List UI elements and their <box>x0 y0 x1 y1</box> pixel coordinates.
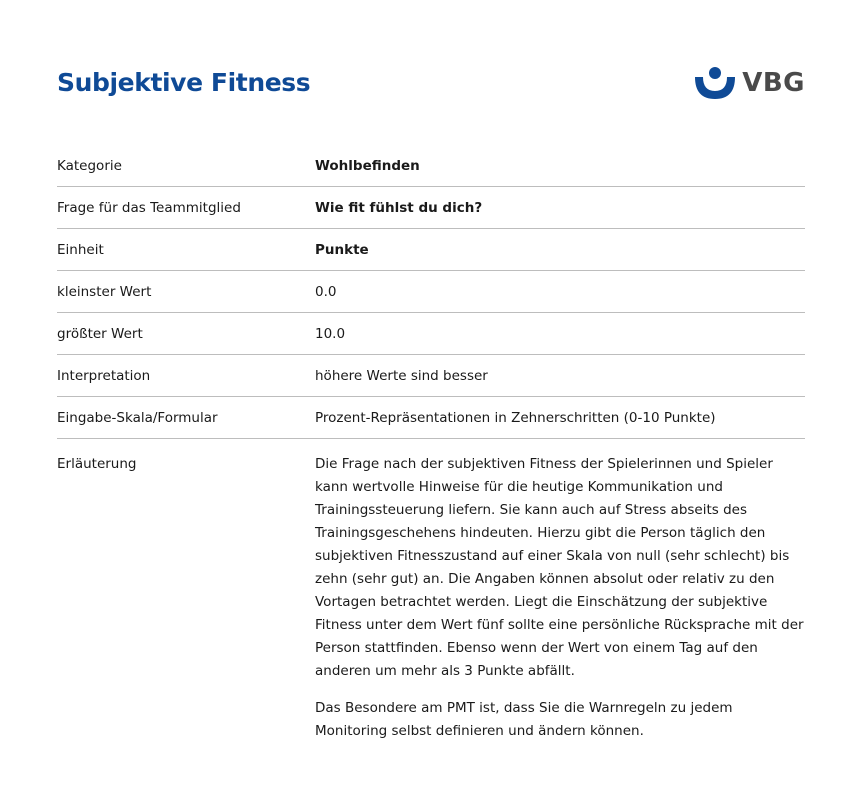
table-row <box>57 229 805 271</box>
table-row <box>57 355 805 397</box>
row-value: höhere Werte sind besser <box>315 367 488 384</box>
explanation-paragraph: Die Frage nach der subjektiven Fitness der Spielerinnen und Spieler kann wertvolle Hinweise für die heutige Kommunikation und Trainingssteuerung liefern. Sie kann auch auf Stress abseits des Trainingsgeschehens hindeuten. Hierzu gibt die Person täglich den subjektiven Fitnesszustand auf einer Skala von null (sehr schlecht) bis zehn (sehr gut) an. Die Angaben können absolut oder relativ zu den Vortagen betrachtet werden. Liegt die Einschätzung der subjektive Fitness unter dem Wert fünf sollte eine persönliche Rücksprache mit der Person stattfinden. Ebenso wenn der Wert von einem Tag auf den anderen um mehr als 3 Punkte abfällt. <box>315 456 804 679</box>
explanation-label: Erläuterung <box>57 456 137 472</box>
table-row <box>57 271 805 313</box>
vbg-logo-mark-icon <box>693 66 737 100</box>
row-label: kleinster Wert <box>57 283 152 300</box>
row-value: Prozent-Repräsentationen in Zehnerschritten (0-10 Punkte) <box>315 409 716 426</box>
explanation-paragraph: Das Besondere am PMT ist, dass Sie die Warnregeln zu jedem Monitoring selbst definieren und ändern können. <box>315 700 733 739</box>
row-value: 10.0 <box>315 325 346 342</box>
explanation-text <box>315 453 805 757</box>
table-row <box>57 145 805 187</box>
row-value: Punkte <box>315 241 369 258</box>
row-label: größter Wert <box>57 325 143 342</box>
table-row <box>57 313 805 355</box>
table-row <box>57 397 805 439</box>
logo-text: VBG <box>742 68 805 98</box>
explanation-row <box>57 439 805 757</box>
page-header <box>57 0 805 140</box>
row-label: Frage für das Teammitglied <box>57 199 241 216</box>
vbg-logo <box>693 66 805 100</box>
row-value: Wie fit fühlst du dich? <box>315 199 483 216</box>
row-label: Kategorie <box>57 157 122 174</box>
row-label: Eingabe-Skala/Formular <box>57 409 218 426</box>
info-table <box>57 145 805 757</box>
row-value: Wohlbefinden <box>315 157 420 174</box>
table-row <box>57 187 805 229</box>
row-label: Interpretation <box>57 367 151 384</box>
document-page <box>57 0 805 739</box>
page-title: Subjektive Fitness <box>57 68 311 97</box>
row-label: Einheit <box>57 241 104 258</box>
row-value: 0.0 <box>315 283 337 300</box>
